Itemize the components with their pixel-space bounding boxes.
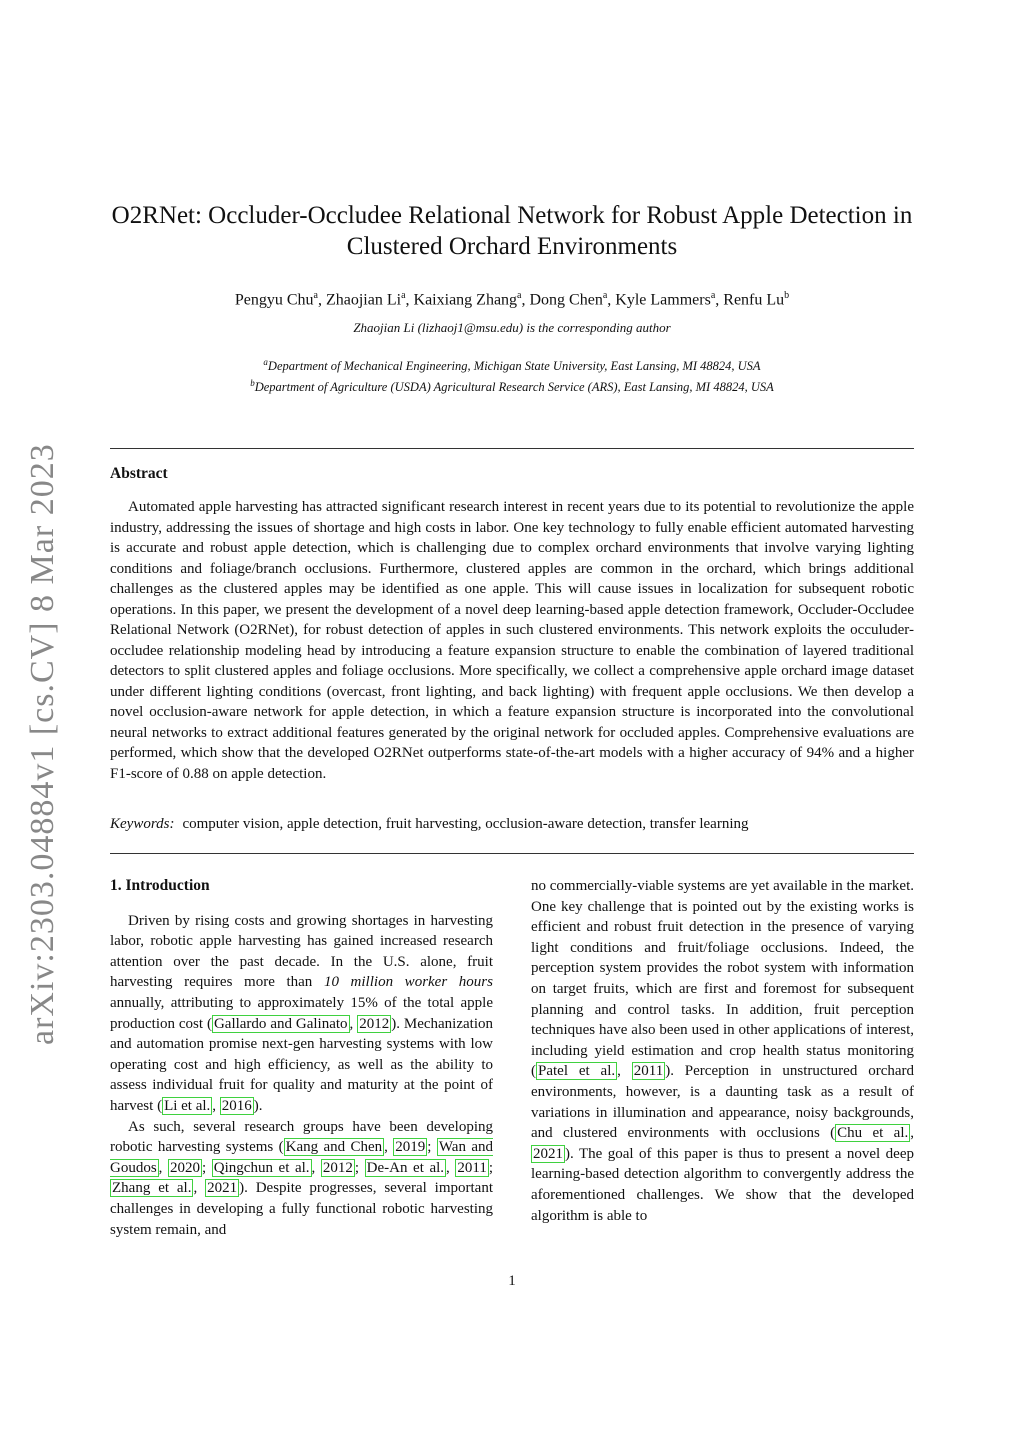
citation-link[interactable]: 2012 — [322, 1159, 353, 1176]
author-name: Renfu Lu — [723, 291, 785, 309]
citation-link[interactable]: 2011 — [633, 1063, 664, 1080]
paper-title — [100, 200, 924, 262]
intro-paragraph-1: Driven by rising costs and growing shortages in harvesting labor, robotic apple harvesting has gained increased research attention over the past decade. In the U.S. alone, fruit harvesting requires more than 10 million worker hours annually, attributing to approximately 15% of the total apple production cost ( Gallardo and Galinato , 2012 ). Mechanization and automation promise next-gen harvesting systems with low operating cost and high efficiency, as well as the ability to assess individual fruit for quality and maturity at the point of harvest ( Li et al. , 2016 ). — [110, 912, 493, 1114]
author-name: Kaixiang Zhang — [413, 291, 518, 309]
author-name: Zhaojian Li — [325, 291, 402, 309]
affiliations — [100, 354, 924, 396]
author-affiliation-mark: a — [313, 290, 318, 301]
right-column — [531, 876, 914, 1226]
abstract-text: Automated apple harvesting has attracted significant research interest in recent years due to its potential to revolutionize the apple industry, addressing the issues of shortage and high costs in labor. One key technology to fully enable efficient automated harvesting is accurate and robust apple detection, which is challenging due to complex orchard environments that involve varying lighting conditions and foliage/branch occlusions. Furthermore, clustered apples are common in the orchard, which brings additional challenges as the clustered apples may be identified as one apple. This will cause issues in localization for subsequent robotic operations. In this paper, we present the development of a novel deep learning-based apple detection framework, Occluder-Occludee Relational Network (O2RNet), for robust detection of apples in such clustered environments. This network exploits the occuluder-occludee relationship modeling head by introducing a feature expansion structure to enable the combination of layered traditional detectors to split clustered apples and foliage occlusions. More specifically, we collect a comprehensive apple orchard image dataset under different lighting conditions (overcast, front lighting, and back lighting) with frequent apple occlusions. We then develop a novel occlusion-aware network for apple detection, in which a feature expansion structure is incorporated into the convolutional neural networks to extract additional features generated by the original network for occluded apples. Comprehensive evaluations are performed, which show that the developed O2RNet outperforms state-of-the-art models with a higher accuracy of 94% and a higher F1-score of 0.88 on apple detection. — [110, 499, 914, 782]
citation-link[interactable]: Zhang et al. — [112, 1180, 192, 1197]
affiliation-mark: b — [250, 378, 255, 389]
citation-link[interactable]: Chu et al. — [837, 1125, 909, 1142]
left-column — [110, 876, 493, 1240]
keywords — [110, 816, 914, 833]
author-affiliation-mark: a — [710, 290, 716, 301]
citation-link[interactable]: Patel et al. — [538, 1063, 616, 1080]
page-number: 1 — [508, 1273, 516, 1289]
affiliation-mark: a — [263, 357, 268, 367]
affiliation-text: Department of Mechanical Engineering, Michigan State University, East Lansing, MI 48824, USA — [267, 359, 761, 374]
top-divider — [110, 448, 914, 449]
author-affiliation-mark: a — [517, 290, 522, 301]
keywords-label: Keywords: — [110, 816, 175, 832]
title-line: Clustered Orchard Environments — [346, 233, 678, 260]
author-name: Dong Chen — [529, 291, 603, 309]
corresponding-author-note: Zhaojian Li (lizhaoj1@msu.edu) is the corresponding author — [353, 320, 671, 335]
bottom-divider — [110, 853, 914, 854]
citation-link[interactable]: 2019 — [395, 1139, 426, 1156]
citation-link[interactable]: Qingchun et al. — [213, 1159, 310, 1176]
citation-link[interactable]: 2011 — [457, 1159, 487, 1176]
author-name: Pengyu Chu — [234, 291, 314, 309]
citation-link[interactable]: Wan and Goudos — [110, 1139, 493, 1176]
affiliation-line — [100, 354, 924, 375]
citation-link[interactable]: 2021 — [207, 1180, 238, 1197]
citation-link[interactable]: 2021 — [533, 1145, 563, 1162]
keywords-text: computer vision, apple detection, fruit harvesting, occlusion-aware detection, transfer learning — [182, 816, 749, 832]
arxiv-identifier: arXiv:2303.04884v1 [cs.CV] 8 Mar 2023 — [24, 443, 61, 1045]
author-name: Kyle Lammers — [615, 291, 711, 309]
affiliation-line — [100, 375, 924, 396]
author-list: Pengyu Chu$^a$, Zhaojian Li$^a$, Kaixiang Zhang$^a$, Dong Chen$^a$, Kyle Lammers$^a$, Renfu Lu$^b$ — [234, 290, 790, 309]
author-affiliation-mark: a — [401, 290, 406, 301]
citation-link[interactable]: De-An et al. — [366, 1159, 445, 1176]
affiliation-text: Department of Agriculture (USDA) Agricultural Research Service (ARS), East Lansing, MI 48824, USA — [254, 380, 774, 395]
citation-link[interactable]: Gallardo and Galinato — [213, 1015, 348, 1032]
intro-paragraph-2: As such, several research groups have been developing robotic harvesting systems ( Kang and Chen , 2019 ; Wan and Goudos , 2020 ; Qingchun et al. , 2012 ; De-An et al. , 2011 ; Zhang et al. , 2021 ). Despite progresses, several important challenges in developing a fully functional robotic harvesting system remain, and — [110, 1118, 494, 1238]
citation-link[interactable]: 2016 — [221, 1097, 252, 1114]
author-affiliation-mark: b — [784, 290, 790, 301]
intro-paragraph-3: no commercially-viable systems are yet available in the market. One key challenge that is pointed out by the existing works is efficient and robust fruit detection in the presence of varying light conditions and fruit/foliage occlusions. Indeed, the perception system provides the robot system with information on target fruits, which are first and foremost for subsequent planning and control tasks. In addition, fruit perception techniques have also been used in other applications of interest, including yield estimation and crop health status monitoring ( Patel et al. , 2011 ). Perception in unstructured orchard environments, however, is a daunting task as a result of variations in illumination and appearance, noisy backgrounds, and clustered environments with occlusions ( Chu et al. , 2021 ). The goal of this paper is thus to present a novel deep learning-based detection algorithm to convergently address the aforementioned challenges. We show that the developed algorithm is able to — [531, 878, 915, 1224]
author-affiliation-mark: a — [602, 290, 608, 301]
citation-link[interactable]: 2020 — [170, 1159, 201, 1176]
section-heading-introduction: 1. Introduction — [110, 877, 210, 894]
title-line: O2RNet: Occluder-Occludee Relational Network for Robust Apple Detection in — [111, 202, 913, 229]
citation-link[interactable]: Kang and Chen — [285, 1139, 383, 1156]
abstract-heading: Abstract — [110, 465, 168, 482]
citation-link[interactable]: Li et al. — [164, 1097, 211, 1114]
citation-link[interactable]: 2012 — [359, 1015, 390, 1032]
